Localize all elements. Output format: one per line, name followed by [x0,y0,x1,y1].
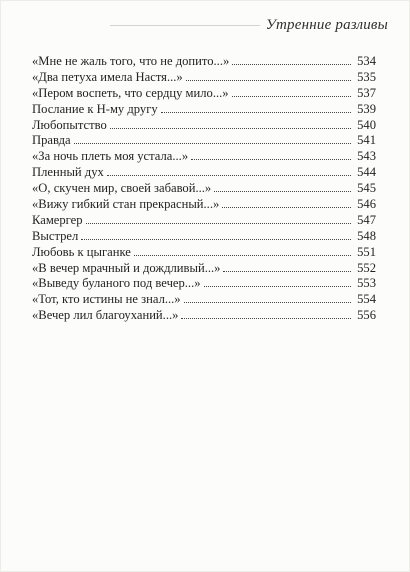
running-head-rule [110,25,260,26]
toc-entry [32,308,376,324]
toc-entry-title: «Тот, кто истины не знал...» [32,292,181,307]
toc-entry-title: «За ночь плеть моя устала...» [32,149,189,164]
toc-entry-title: «О, скучен мир, своей забавой...» [32,181,212,196]
toc-entry-title: «Выведу буланого под вечер...» [32,276,201,291]
toc-entry-page: 539 [357,101,376,116]
toc-entry [32,197,376,213]
toc-entry-page: 548 [357,228,376,243]
toc-entry-page: 546 [357,197,376,212]
toc-entry [32,54,376,70]
toc-entry [32,261,376,277]
toc-entry-page: 544 [357,165,376,180]
toc-entry-title: «Пером воспеть, что сердцу мило...» [32,85,229,100]
toc-entry-page: 537 [357,85,376,100]
toc-entry-title: Любовь к цыганке [32,244,131,259]
toc-entry-title: «В вечер мрачный и дождливый...» [32,260,221,275]
toc-entry-page: 547 [357,212,376,227]
toc-entry-title: «Мне не жаль того, что не допито...» [32,54,230,68]
toc-entry [32,86,376,102]
toc-dot-leader [232,96,351,97]
toc-entry [32,245,376,261]
toc-entry-page: 556 [357,308,376,323]
toc-entry-title: Камергер [32,212,83,227]
toc-entry [32,102,376,118]
toc-dot-leader [204,286,351,287]
toc-entry-title: «Вечер лил благоуханий...» [32,308,179,323]
toc-entry-title: Выстрел [32,228,79,243]
toc-entry [32,149,376,165]
toc-dot-leader [110,128,351,129]
toc-dot-leader [184,302,351,303]
toc-entry-page: 545 [357,181,376,196]
toc-dot-leader [223,271,351,272]
toc-entry-title: «Два петуха имела Настя...» [32,69,183,84]
toc-entry-page: 541 [357,133,376,148]
toc-entry [32,165,376,181]
running-head [110,14,388,36]
toc-entry-page: 540 [357,117,376,132]
toc-entry [32,118,376,134]
toc-dot-leader [181,318,351,319]
toc-entry-title: Правда [32,133,71,148]
toc-entry [32,213,376,229]
toc-entry-page: 553 [357,276,376,291]
toc-entry-page: 535 [357,69,376,84]
toc-entry-title: Послание к Н-му другу [32,101,158,116]
toc-entry-page: 552 [357,260,376,275]
toc-entry [32,292,376,308]
toc-entry-page: 543 [357,149,376,164]
toc-dot-leader [222,207,351,208]
toc-entry-page: 534 [357,54,376,68]
toc-entry [32,133,376,149]
toc-entry-title: Любопытство [32,117,107,132]
toc-dot-leader [161,112,351,113]
toc-entry [32,276,376,292]
toc-dot-leader [214,191,351,192]
toc-entry-page: 551 [357,244,376,259]
toc-entry [32,181,376,197]
toc-dot-leader [74,143,351,144]
toc-entry-title: Пленный дух [32,165,104,180]
toc-dot-leader [86,223,351,224]
table-of-contents [32,54,376,324]
running-head-title: Утренние разливы [265,16,388,33]
toc-dot-leader [191,159,351,160]
toc-entry [32,70,376,86]
toc-dot-leader [134,255,351,256]
toc-entry-page: 554 [357,292,376,307]
toc-dot-leader [232,64,351,65]
toc-entry-title: «Вижу гибкий стан прекрасный...» [32,197,220,212]
toc-dot-leader [107,175,351,176]
toc-dot-leader [186,80,351,81]
toc-dot-leader [81,239,351,240]
toc-entry [32,229,376,245]
